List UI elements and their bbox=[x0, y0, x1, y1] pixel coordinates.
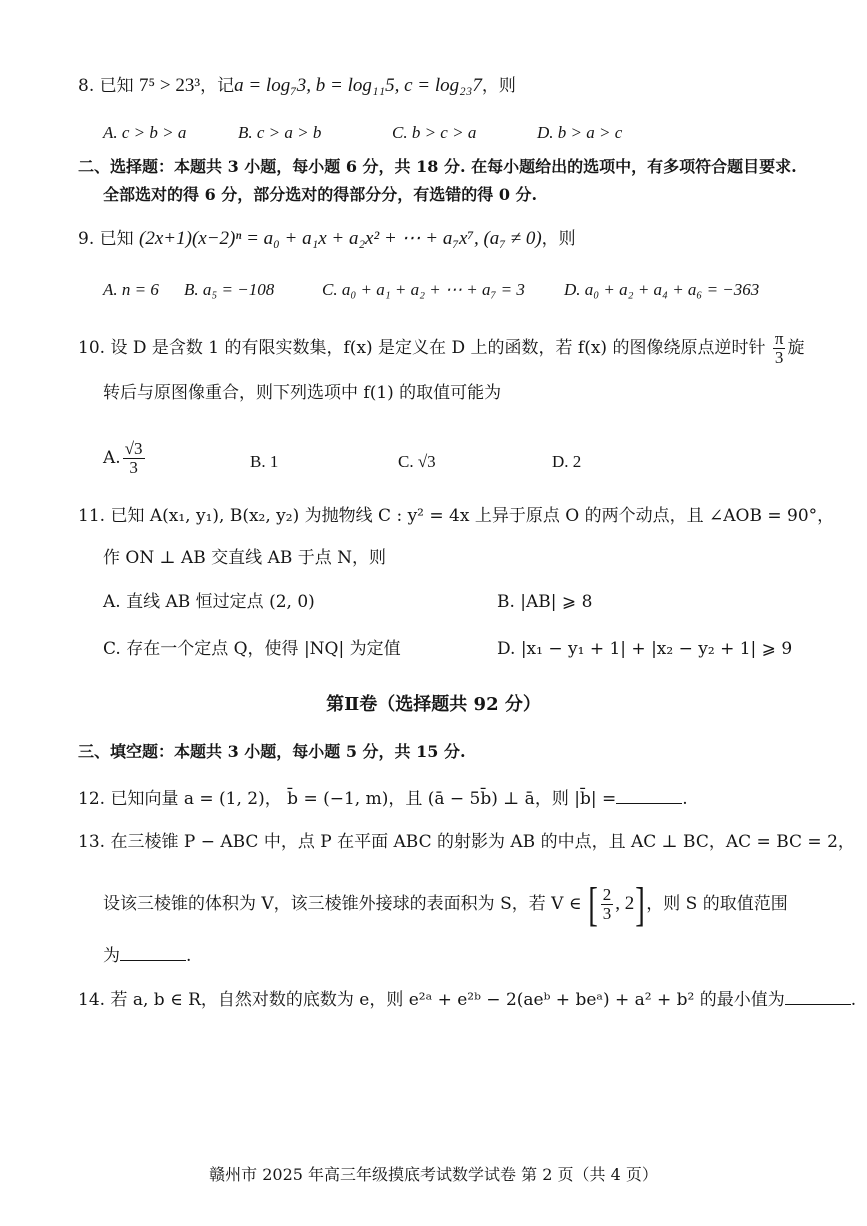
q8-condition: 7⁵ > 23³ bbox=[139, 75, 201, 96]
q11-option-a: A. 直线 AB 恒过定点 (2, 0) bbox=[103, 592, 315, 612]
question-13 bbox=[78, 830, 855, 854]
q10-line-1: 设 D 是含数 1 的有限实数集，f(x) 是定义在 D 上的函数，若 f(x) 的图像绕原点逆时针 bbox=[110, 338, 766, 358]
q12-end: . bbox=[682, 789, 688, 809]
q13-interval-fraction bbox=[601, 886, 614, 923]
q9-option-c: C. a₀ + a₁ + a₂ + ⋯ + a₇ = 3 bbox=[322, 280, 525, 299]
q12-answer-blank bbox=[616, 785, 682, 804]
q13-line-3 bbox=[103, 942, 191, 968]
q13-left-bracket-icon: [ bbox=[588, 877, 598, 931]
question-10 bbox=[78, 330, 804, 367]
question-12 bbox=[78, 785, 688, 811]
q10-option-a-denominator: 3 bbox=[129, 458, 138, 477]
q13-number: 13. bbox=[78, 832, 106, 852]
q13-line-2-b: ，则 S 的取值范围 bbox=[646, 894, 788, 914]
q8-option-d: D. b > a > c bbox=[537, 123, 623, 142]
q9-expression: (2x+1)(x−2)ⁿ = a₀ + a₁x + a₂x² + ⋯ + a₇x⁷, (a₇ ≠ 0) bbox=[139, 228, 542, 249]
q13-line-2 bbox=[103, 877, 788, 931]
q9-option-a: A. n = 6 bbox=[103, 280, 159, 299]
q8-option-c: C. b > c > a bbox=[392, 123, 477, 142]
q13-line-2-a: 设该三棱锥的体积为 V，该三棱锥外接球的表面积为 S，若 V ∈ bbox=[103, 894, 582, 914]
q9-option-b: B. a₅ = −108 bbox=[184, 280, 275, 299]
q10-number: 10. bbox=[78, 338, 106, 358]
q10-angle-fraction bbox=[773, 330, 786, 367]
q9-number: 9. bbox=[78, 229, 95, 249]
q12-text: 已知向量 a = (1, 2)， b̄ = (−1, m)，且 (ā − 5b̄) ⊥ ā，则 |b̄| = bbox=[110, 789, 617, 809]
q13-line-1: 在三棱锥 P − ABC 中，点 P 在平面 ABC 的射影为 AB 的中点，且 AC ⊥ BC，AC = BC = 2， bbox=[110, 832, 855, 852]
q10-angle-denominator: 3 bbox=[774, 348, 784, 367]
q10-angle-numerator: π bbox=[774, 329, 784, 348]
q11-option-d: D. |x₁ − y₁ + 1| + |x₂ − y₂ + 1| ⩾ 9 bbox=[497, 639, 793, 659]
question-9 bbox=[78, 227, 576, 251]
q10-option-d: D. 2 bbox=[552, 452, 582, 471]
q8-definitions: a = log₇3, b = log₁₁5, c = log₂₃7 bbox=[234, 75, 482, 96]
q10-line-1-end: 旋 bbox=[787, 338, 805, 358]
section-2-heading: 二、选择题：本题共 3 小题，每小题 6 分，共 18 分. 在每小题给出的选项中，有多项符合题目要求. bbox=[78, 157, 797, 176]
q9-option-d: D. a₀ + a₂ + a₄ + a₆ = −363 bbox=[564, 280, 760, 299]
q8-text-a: 已知 bbox=[99, 76, 134, 96]
q13-interval-end: , 2 bbox=[615, 893, 635, 914]
q8-option-a: A. c > b > a bbox=[103, 123, 187, 142]
q9-text-b: ，则 bbox=[541, 229, 576, 249]
q8-text-b: ，记 bbox=[200, 76, 235, 96]
q13-right-bracket-icon: ] bbox=[635, 877, 646, 931]
q10-option-a bbox=[103, 440, 147, 477]
q14-answer-blank bbox=[785, 986, 851, 1005]
q10-option-a-numerator: √3 bbox=[124, 439, 143, 458]
q14-text: 若 a, b ∈ R，自然对数的底数为 e，则 e²ᵃ + e²ᵇ − 2(aeᵇ + beᵃ) + a² + b² 的最小值为 bbox=[110, 990, 785, 1010]
q10-line-2: 转后与原图像重合，则下列选项中 f(1) 的取值可能为 bbox=[103, 383, 502, 403]
q10-option-c: C. √3 bbox=[398, 452, 436, 471]
section-2-rule: 全部选对的得 6 分，部分选对的得部分分，有选错的得 0 分. bbox=[103, 185, 538, 204]
q8-number: 8. bbox=[78, 76, 95, 96]
question-14 bbox=[78, 986, 856, 1012]
q11-line-1: 已知 A(x₁, y₁), B(x₂, y₂) 为抛物线 C : y² = 4x 上异于原点 O 的两个动点，且 ∠AOB = 90°， bbox=[110, 506, 835, 526]
q14-end: . bbox=[850, 990, 857, 1010]
q13-answer-blank bbox=[120, 942, 186, 961]
section-3-heading: 三、填空题：本题共 3 小题，每小题 5 分，共 15 分. bbox=[78, 742, 466, 761]
question-8 bbox=[78, 74, 516, 98]
q10-option-a-label: A. bbox=[103, 448, 121, 468]
q8-text-c: ，则 bbox=[481, 76, 516, 96]
q11-line-2: 作 ON ⊥ AB 交直线 AB 于点 N，则 bbox=[103, 548, 387, 568]
q13-end: . bbox=[186, 946, 192, 966]
part-2-title: 第Ⅱ卷（选择题共 92 分） bbox=[326, 694, 541, 715]
page-footer: 赣州市 2025 年高三年级摸底考试数学试卷 第 2 页（共 4 页） bbox=[209, 1165, 658, 1184]
q13-interval-denominator: 3 bbox=[602, 904, 612, 923]
q8-option-b: B. c > a > b bbox=[238, 123, 322, 142]
q10-option-b: B. 1 bbox=[250, 452, 279, 471]
q10-option-a-fraction bbox=[123, 440, 145, 477]
q12-number: 12. bbox=[78, 789, 106, 809]
question-11 bbox=[78, 504, 834, 528]
q11-option-c: C. 存在一个定点 Q，使得 |NQ| 为定值 bbox=[103, 639, 401, 659]
q9-text-a: 已知 bbox=[99, 229, 134, 249]
q11-option-b: B. |AB| ⩾ 8 bbox=[497, 592, 593, 612]
q13-interval-numerator: 2 bbox=[602, 885, 612, 904]
q13-line-3-text: 为 bbox=[103, 946, 120, 966]
q11-number: 11. bbox=[78, 506, 106, 526]
q14-number: 14. bbox=[78, 990, 106, 1010]
